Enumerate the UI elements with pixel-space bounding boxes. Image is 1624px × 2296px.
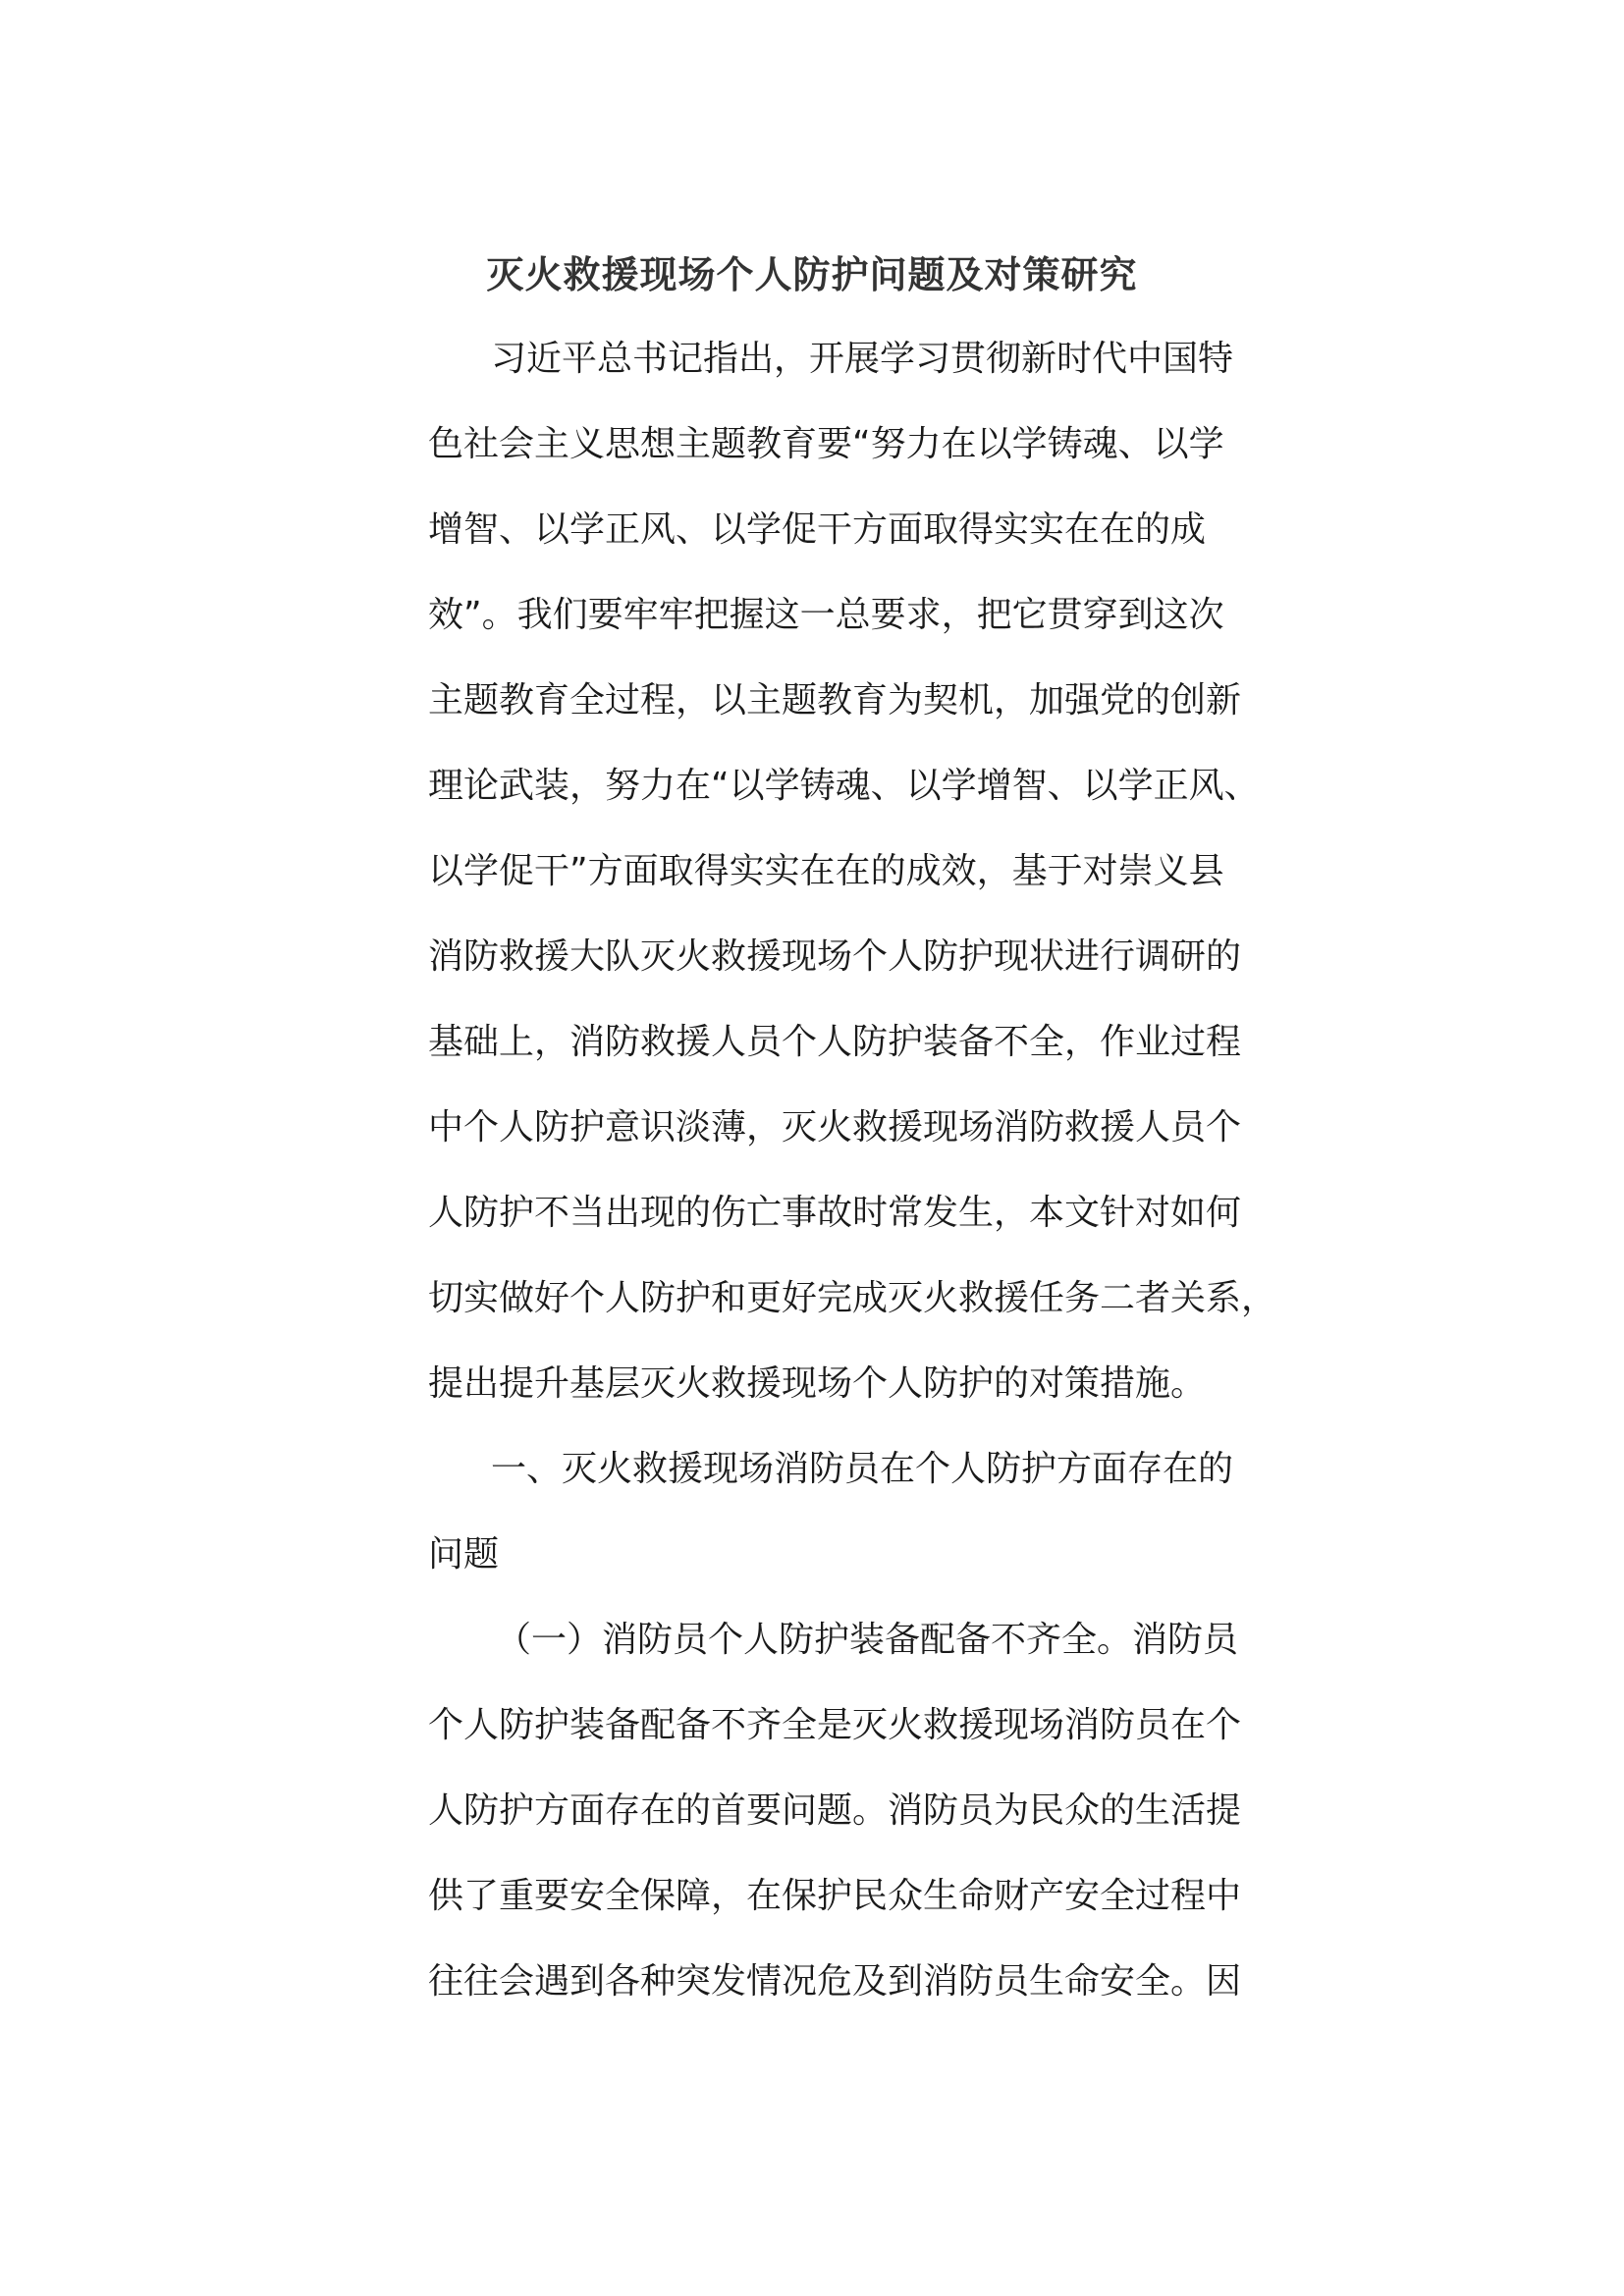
paragraph-line: 个人防护装备配备不齐全是灭火救援现场消防员在个: [428, 1705, 1242, 1745]
paragraph-line: 效”。我们要牢牢把握这一总要求，把它贯穿到这次: [428, 595, 1224, 635]
paragraph-line: 提出提升基层灭火救援现场个人防护的对策措施。: [428, 1363, 1207, 1404]
paragraph-line: 中个人防护意识淡薄，灭火救援现场消防救援人员个: [428, 1107, 1242, 1148]
paragraph-line: 色社会主义思想主题教育要“努力在以学铸魂、以学: [428, 424, 1224, 464]
paragraph-line: 基础上，消防救援人员个人防护装备不全，作业过程: [428, 1022, 1242, 1062]
section-heading-line: 一、灭火救援现场消防员在个人防护方面存在的: [491, 1449, 1234, 1489]
paragraph-line: 理论武装，努力在“以学铸魂、以学增智、以学正风、: [428, 766, 1260, 806]
section-heading-line: 问题: [428, 1534, 500, 1575]
paragraph-line: 消防救援大队灭火救援现场个人防护现状进行调研的: [428, 936, 1242, 977]
paragraph-line: 往往会遇到各种突发情况危及到消防员生命安全。因: [428, 1961, 1242, 2002]
paragraph-line: 增智、以学正风、以学促干方面取得实实在在的成: [428, 509, 1207, 550]
paragraph-line: 主题教育全过程，以主题教育为契机，加强党的创新: [428, 680, 1242, 721]
subsection-line: （一）消防员个人防护装备配备不齐全。消防员: [496, 1620, 1239, 1660]
paragraph-line: 人防护不当出现的伤亡事故时常发生，本文针对如何: [428, 1193, 1242, 1233]
paragraph-line: 切实做好个人防护和更好完成灭火救援任务二者关系，: [428, 1278, 1277, 1318]
paragraph-line: 人防护方面存在的首要问题。消防员为民众的生活提: [428, 1790, 1242, 1831]
paragraph-line: 供了重要安全保障，在保护民众生命财产安全过程中: [428, 1876, 1242, 1916]
document-title: 灭火救援现场个人防护问题及对策研究: [486, 253, 1138, 296]
paragraph-line: 习近平总书记指出，开展学习贯彻新时代中国特: [491, 339, 1234, 379]
paragraph-line: 以学促干”方面取得实实在在的成效，基于对崇义县: [428, 851, 1224, 891]
